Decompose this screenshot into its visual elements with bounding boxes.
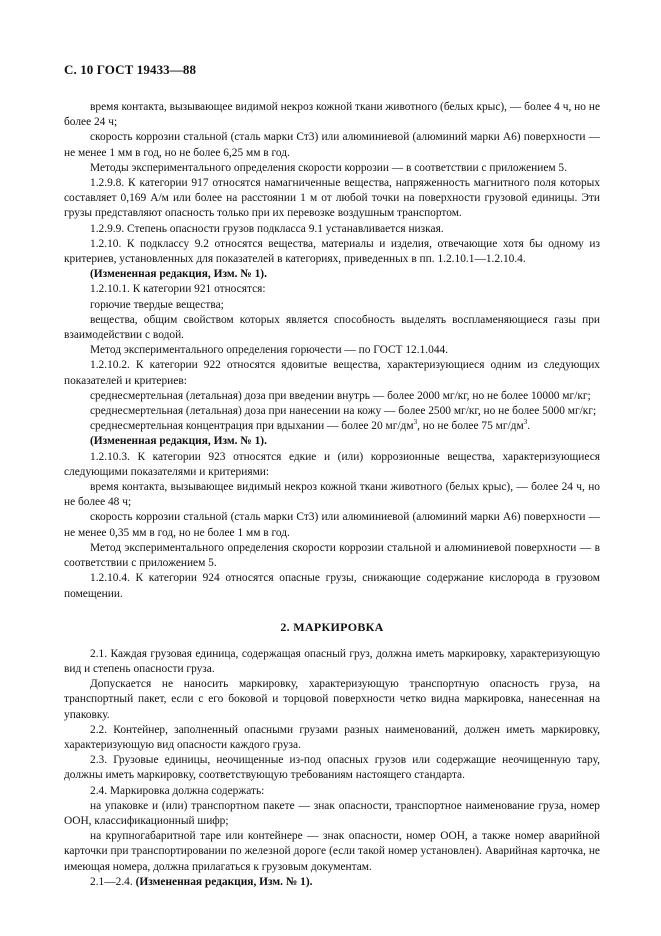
amendment-note <box>64 875 600 890</box>
text-run: 2.1—2.4. <box>90 875 136 888</box>
paragraph: 1.2.10.1. К категории 921 относятся: <box>90 283 266 296</box>
paragraph: на упаковке и (или) транспортном пакете — знак опасности, транспортное наименование груза, номер ООН, классификационный шифр; <box>64 799 600 827</box>
text-run: , но не более 75 мг/дм <box>417 420 524 433</box>
superscript: 3 <box>413 418 418 427</box>
amendment-note: (Измененная редакция, Изм. № 1). <box>90 435 267 448</box>
text-run: . <box>527 420 531 433</box>
paragraph: скорость коррозии стальной (сталь марки Ст3) или алюминиевой (алюминий марки А6) поверхности — не менее 0,35 мм в год, но не более 1 мм в год. <box>64 511 600 539</box>
paragraph: 1.2.9.8. К категории 917 относятся намагниченные вещества, напряженность магнитного поля которых составляет 0,169 А/м или более на расстоянии 1 м от любой точки на поверхности грузовой единицы. Эти грузы представляют опасность только при их перевозке воздушным транспортом. <box>64 177 600 220</box>
paragraph: Метод экспериментального определения горючести — по ГОСТ 12.1.044. <box>90 344 449 357</box>
paragraph: горючие твердые вещества; <box>90 298 224 311</box>
paragraph: 2.2. Контейнер, заполненный опасными грузами разных наименований, должен иметь маркировку, характеризующую вид опасности каждого груза. <box>64 723 600 751</box>
paragraph-concentration <box>64 419 600 434</box>
amendment-note: (Измененная редакция, Изм. № 1). <box>90 268 267 281</box>
document-page <box>64 62 600 890</box>
body-text-top <box>64 100 600 602</box>
body-text-bottom <box>64 647 600 890</box>
paragraph: 1.2.9.9. Степень опасности грузов подкласса 9.1 устанавливается низкая. <box>90 222 444 235</box>
text-run: среднесмертельная концентрация при вдыхании — более 20 мг/дм <box>90 420 414 433</box>
paragraph: Допускается не наносить маркировку, характеризующую транспортную опасность груза, на транспортный пакет, если с его боковой и торцовой поверхности четко видна маркировка, нанесенная на упаковку. <box>64 678 600 721</box>
paragraph: скорость коррозии стальной (сталь марки Ст3) или алюминиевой (алюминий марки А6) поверхности — не менее 1 мм в год, но не более 6,25 мм в год. <box>64 131 600 159</box>
paragraph: время контакта, вызывающее видимый некроз кожной ткани животного (белых крыс), — более 24 ч, но не более 48 ч; <box>64 481 600 509</box>
paragraph: среднесмертельная (летальная) доза при нанесении на кожу — более 2500 мг/кг, но не более 5000 мг/кг; <box>90 405 597 418</box>
paragraph: 2.4. Маркировка должна содержать: <box>90 784 265 797</box>
paragraph: на крупногабаритной таре или контейнере — знак опасности, номер ООН, а также номер аварийной карточки при транспортировании по железной дороге (если такой номер установлен). Аварийная карточка, не имеющая номера, должна прилагаться к грузовым документам. <box>64 830 600 873</box>
paragraph: 2.3. Грузовые единицы, неочищенные из-под опасных грузов или содержащие неочищенную тару, должны иметь маркировку, соответствующую требованиям настоящего стандарта. <box>64 754 600 782</box>
section-title: 2. МАРКИРОВКА <box>280 619 384 634</box>
paragraph: 1.2.10.3. К категории 923 относятся едкие и (или) коррозионные вещества, характеризующиеся следующими показателями и критериями: <box>64 450 600 478</box>
superscript: 3 <box>523 418 528 427</box>
paragraph: 2.1. Каждая грузовая единица, содержащая опасный груз, должна иметь маркировку, характеризующую вид и степень опасности груза. <box>64 647 600 675</box>
paragraph: 1.2.10.4. К категории 924 относятся опасные грузы, снижающие содержание кислорода в грузовом помещении. <box>64 572 600 600</box>
paragraph: вещества, общим свойством которых является способность выделять воспламеняющиеся газы при взаимодействии с водой. <box>64 313 600 342</box>
paragraph: 1.2.10. К подклассу 9.2 относятся вещества, материалы и изделия, отвечающие хотя бы одному из критериев, установленных для показателей в категориях, приведенных в пп. 1.2.10.1—1.2.10.4. <box>64 237 600 266</box>
page-header: С. 10 ГОСТ 19433—88 <box>64 62 197 77</box>
paragraph: Метод экспериментального определения скорости коррозии стальной и алюминиевой поверхности — в соответствии с приложением 5. <box>64 541 600 570</box>
paragraph: среднесмертельная (летальная) доза при введении внутрь — более 2000 мг/кг, но не более 10000 мг/кг; <box>90 389 591 402</box>
text-run-bold: (Измененная редакция, Изм. № 1). <box>135 875 313 888</box>
paragraph: время контакта, вызывающее видимой некроз кожной ткани животного (белых крыс), — более 4 ч, но не более 24 ч; <box>64 101 600 129</box>
paragraph: 1.2.10.2. К категории 922 относятся ядовитые вещества, характеризующиеся одним из следующих показателей и критериев: <box>64 359 600 387</box>
paragraph: Методы экспериментального определения скорости коррозии — в соответствии с приложением 5. <box>90 161 567 174</box>
